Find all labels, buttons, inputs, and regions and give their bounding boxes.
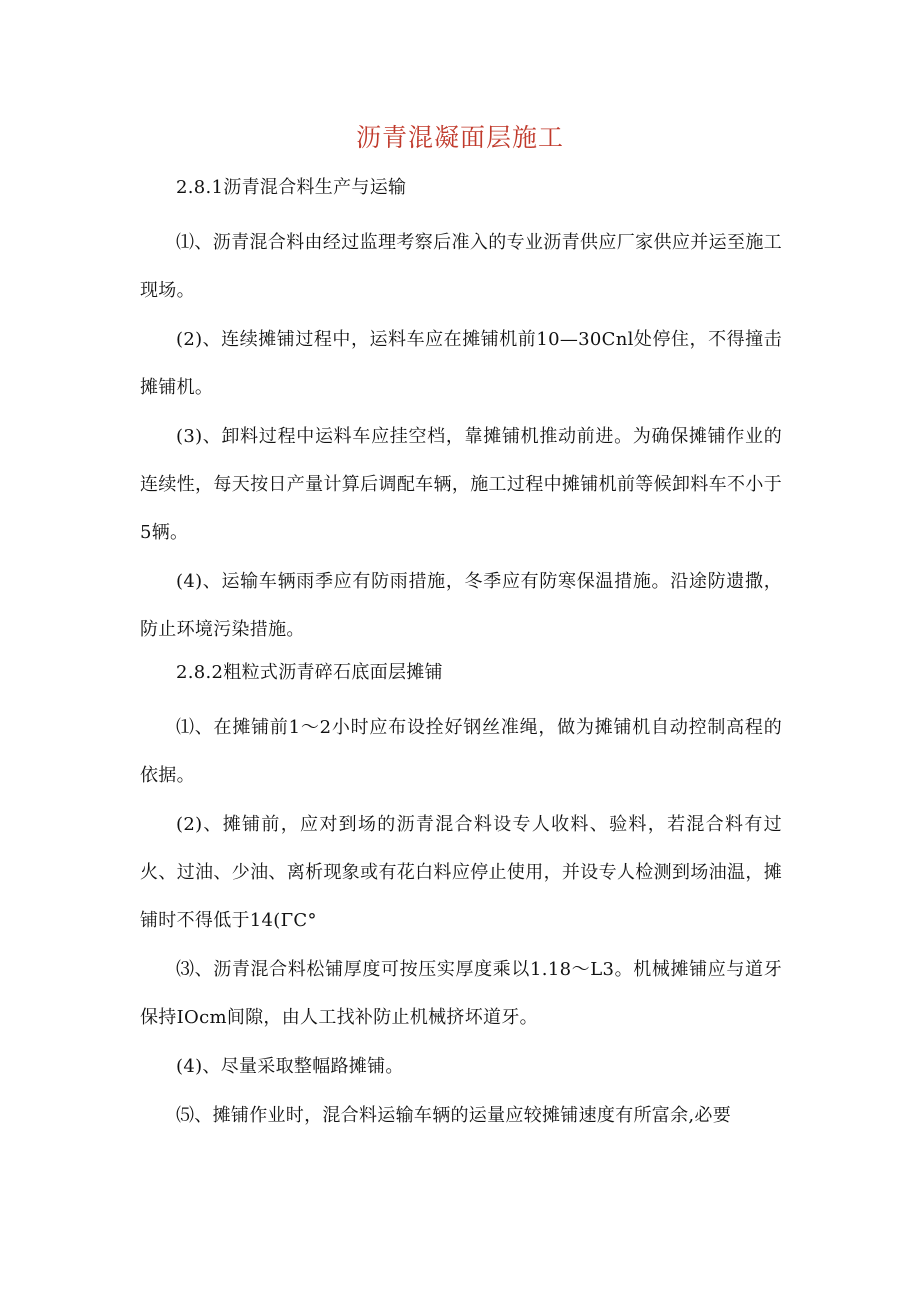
- paragraph: ⑸、摊铺作业时，混合料运输车辆的运量应较摊铺速度有所富余,必要: [176, 1105, 732, 1126]
- paragraph: (3)、卸料过程中运料车应挂空档，靠摊铺机推动前进。为确保摊铺作业的连续性，每天按日产量计算后调配车辆，施工过程中摊铺机前等候卸料车不小于5辆。: [140, 426, 782, 543]
- paragraph: ⑶、沥青混合料松铺厚度可按压实厚度乘以1.18～L3。机械摊铺应与道牙保持IOcm间隙，由人工找补防止机械挤坏道牙。: [140, 959, 782, 1028]
- section-2-8-2: [140, 655, 782, 1140]
- page-title: 沥青混凝面层施工: [355, 123, 564, 152]
- section-heading: 2.8.2粗粒式沥青碎石底面层摊铺: [176, 662, 443, 683]
- document-body: [140, 170, 782, 1141]
- paragraph: (4)、运输车辆雨季应有防雨措施，冬季应有防寒保温措施。沿途防遗撒，防止环境污染措施。: [140, 571, 782, 640]
- paragraph: (2)、摊铺前，应对到场的沥青混合料设专人收料、验料，若混合料有过火、过油、少油、离析现象或有花白料应停止使用，并设专人检测到场油温，摊铺时不得低于14(ΓC°: [140, 814, 782, 931]
- paragraph: (2)、连续摊铺过程中，运料车应在摊铺机前10—30Cnl处停住，不得撞击摊铺机。: [140, 329, 782, 398]
- paragraph: (4)、尽量采取整幅路摊铺。: [176, 1056, 404, 1077]
- section-2-8-1: [140, 170, 782, 654]
- paragraph: ⑴、在摊铺前1～2小时应布设拴好钢丝准绳，做为摊铺机自动控制高程的依据。: [140, 717, 782, 786]
- section-heading: 2.8.1沥青混合料生产与运输: [176, 177, 407, 198]
- paragraph: ⑴、沥青混合料由经过监理考察后准入的专业沥青供应厂家供应并运至施工现场。: [140, 232, 782, 301]
